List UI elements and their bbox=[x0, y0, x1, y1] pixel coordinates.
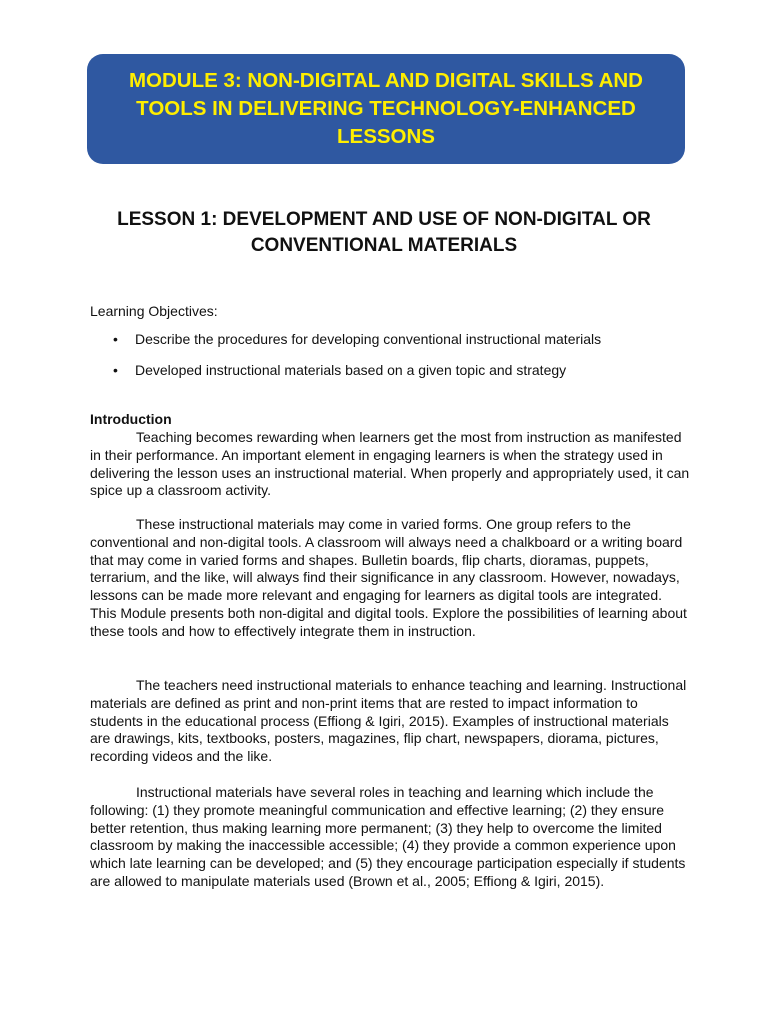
lesson-title: LESSON 1: DEVELOPMENT AND USE OF NON-DIGITAL OR CONVENTIONAL MATERIALS bbox=[117, 209, 651, 256]
intro-paragraph-2: These instructional materials may come in varied forms. One group refers to the conventional and non-digital tools. A classroom will always need a chalkboard or a writing board that may come in varied forms and shapes. Bulletin boards, flip charts, dioramas, puppets, terrarium, and the like, will always find their significance in any classroom. However, nowadays, lessons can be made more relevant and engaging for learners as digital tools are integrated. This Module presents both non-digital and digital tools. Explore the possibilities of learning about these tools and how to effectively integrate them in instruction. bbox=[90, 516, 687, 639]
bullet-icon: • bbox=[113, 331, 118, 347]
module-banner bbox=[87, 54, 685, 164]
objective-text: Developed instructional materials based on a given topic and strategy bbox=[135, 362, 567, 378]
module-title: MODULE 3: NON-DIGITAL AND DIGITAL SKILLS AND TOOLS IN DELIVERING TECHNOLOGY-ENHANCED LESSONS bbox=[128, 69, 643, 148]
objective-text: Describe the procedures for developing conventional instructional materials bbox=[135, 331, 602, 347]
learning-objectives-heading: Learning Objectives: bbox=[90, 303, 218, 319]
intro-paragraph-3: The teachers need instructional materials to enhance teaching and learning. Instructional materials are defined as print and non-print items that are rested to impact information to students in the educational process (Effiong & Igiri, 2015). Examples of instructional materials are drawings, kits, textbooks, posters, magazines, flip chart, newspapers, diorama, pictures, recording videos and the like. bbox=[90, 677, 687, 765]
objective-item bbox=[90, 361, 690, 392]
intro-paragraph-4: Instructional materials have several roles in teaching and learning which include the following: (1) they promote meaningful communication and effective learning; (2) they ensure better retention, thus making learning more permanent; (3) they help to overcome the limited classroom by making the inaccessible accessible; (4) they provide a common experience upon which late learning can be developed; and (5) they encourage participation especially if students are allowed to manipulate materials used (Brown et al., 2005; Effiong & Igiri, 2015). bbox=[90, 784, 686, 889]
objective-item bbox=[90, 330, 690, 361]
bullet-icon: • bbox=[113, 362, 118, 378]
learning-objectives-list bbox=[90, 330, 690, 392]
intro-paragraph-1: Teaching becomes rewarding when learners get the most from instruction as manifested in their performance. An important element in engaging learners is when the strategy used in delivering the lesson uses an instructional material. When properly and appropriately used, it can spice up a classroom activity. bbox=[90, 429, 690, 499]
introduction-heading: Introduction bbox=[90, 411, 172, 427]
